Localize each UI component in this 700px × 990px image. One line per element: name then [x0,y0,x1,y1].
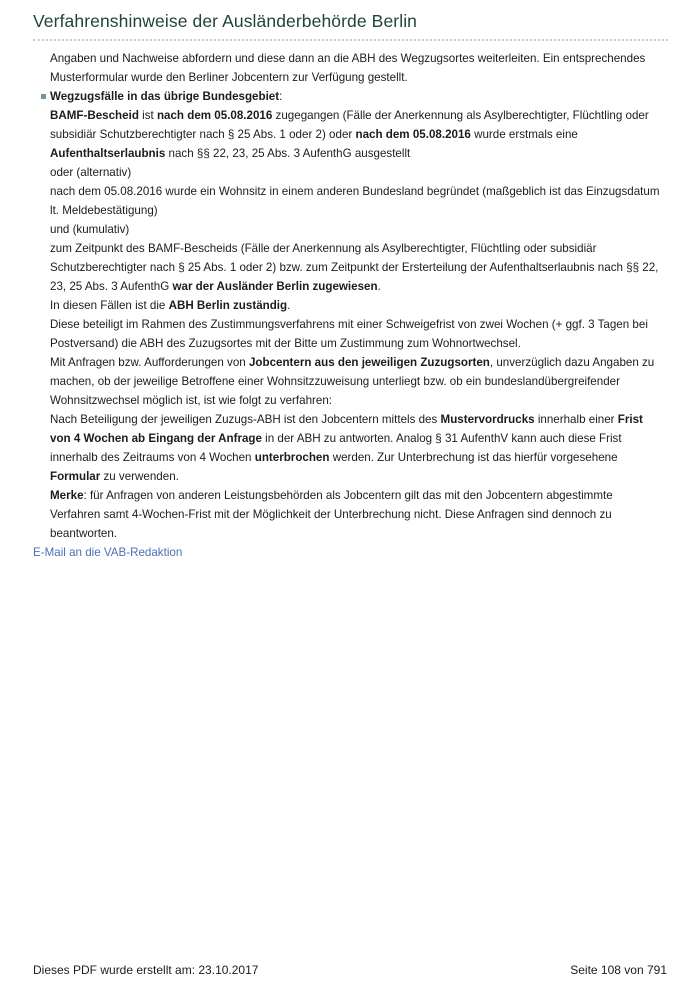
intro-paragraph: Angaben und Nachweise abfordern und diese dann an die ABH des Wegzugsortes weiterleiten. Ein entsprechendes Musterformular wurde den Berliner Jobcentern zur Verfügung gestellt. [50,52,646,84]
text-line: oder (alternativ) [50,166,132,179]
page-content [33,49,666,562]
footer-created-date: Dieses PDF wurde erstellt am: 23.10.2017 [33,963,259,977]
text-line: Nach Beteiligung der jeweiligen Zuzugs-ABH ist den Jobcentern mittels des Mustervordrucks innerhalb einer Frist von 4 Wochen ab Eingang der Anfrage in der ABH zu antworten. Analog § 31 AufenthV kann auch diese Frist innerhalb des Zeitraums von 4 Wochen unterbrochen werden. Zur Unterbrechung ist das hierfür vorgesehene Formular zu verwenden. [50,413,643,483]
email-link[interactable]: E-Mail an die VAB-Redaktion [33,546,183,559]
page-title: Verfahrenshinweise der Ausländerbehörde Berlin [33,0,668,41]
text-line: Diese beteiligt im Rahmen des Zustimmungsverfahrens mit einer Schweigefrist von zwei Wochen (+ ggf. 3 Tagen bei Postversand) die ABH des Zuzugsortes mit der Bitte um Zustimmung zum Wohnortwechsel. [50,318,648,350]
bullet-square-icon [41,94,46,99]
bullet-heading: Wegzugsfälle in das übrige Bundesgebiet: [50,90,283,103]
text-line: nach dem 05.08.2016 wurde ein Wohnsitz in einem anderen Bundesland begründet (maßgeblich ist das Einzugsdatum lt. Meldebestätigung) [50,185,660,217]
text-line: Mit Anfragen bzw. Aufforderungen von Jobcentern aus den jeweiligen Zuzugsorten, unverzüglich dazu Angaben zu machen, ob der jeweilige Betroffene einer Wohnsitzzuweisung unterliegt bzw. ob ein bundeslandübergreifender Wohnsitzwechsel möglich ist, ist wie folgt zu verfahren: [50,356,655,407]
text-line: zum Zeitpunkt des BAMF-Bescheids (Fälle der Anerkennung als Asylberechtigter, Flüchtling oder subsidiär Schutzberechtigter nach § 25 Abs. 1 oder 2) bzw. zum Zeitpunkt der Ersterteilung der Aufenthaltserlaubnis nach §§ 22, 23, 25 Abs. 3 AufenthG war der Ausländer Berlin zugewiesen. [50,242,659,293]
footer-page-number: Seite 108 von 791 [570,963,667,977]
text-line: BAMF-Bescheid ist nach dem 05.08.2016 zugegangen (Fälle der Anerkennung als Asylberechtigter, Flüchtling oder subsidiär Schutzberechtigter nach § 25 Abs. 1 oder 2) oder nach dem 05.08.2016 wurde erstmals eine Aufenthaltserlaubnis nach §§ 22, 23, 25 Abs. 3 AufenthG ausgestellt [50,109,649,160]
bullet-item [50,87,666,543]
email-link-row [33,543,666,562]
text-line: In diesen Fällen ist die ABH Berlin zuständig. [50,299,291,312]
bullet-body [50,106,666,543]
text-line: und (kumulativ) [50,223,130,236]
page-footer [33,963,667,977]
text-line: Merke: für Anfragen von anderen Leistungsbehörden als Jobcentern gilt das mit den Jobcentern abgestimmte Verfahren samt 4-Wochen-Frist mit der Möglichkeit der Unterbrechung nicht. Diese Anfragen sind dennoch zu beantworten. [50,489,613,540]
